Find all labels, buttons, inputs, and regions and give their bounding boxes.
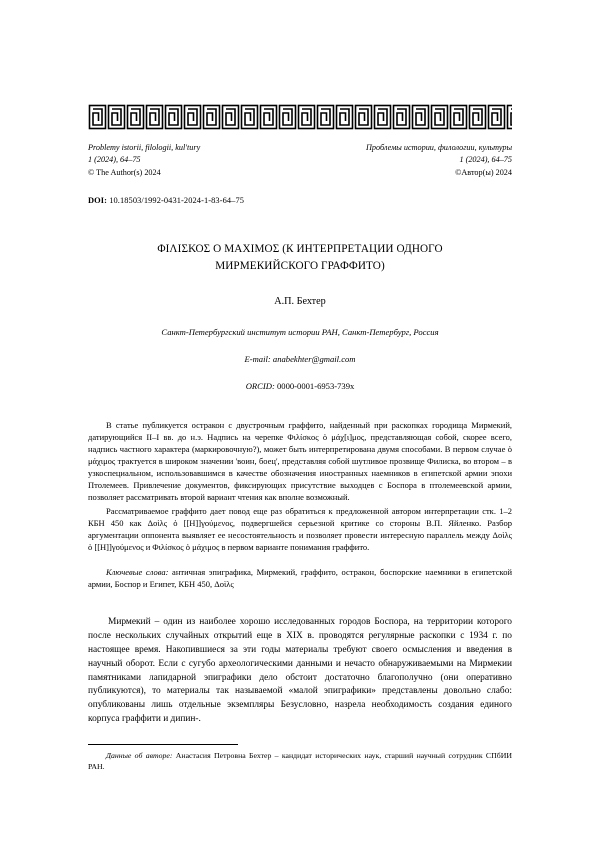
email-value[interactable]: anabekhter@gmail.com [272, 353, 356, 364]
footnote-rule [88, 744, 238, 745]
article-title-line2: МИРМЕКИЙСКОГО ГРАФФИТО) [215, 260, 385, 273]
body-paragraph-1: Мирмекий – один из наиболее хорошо исследованных городов Боспора, на территории которого после нескольких случайных открытий еще в XIX в. проводятся регулярные раскопки с 1934 г. по настоящее время. Накопившиеся за эти годы материалы требуют своего осмысления и введения в научный оборот. Если с сугубо археологическими данными и нечасто обнаруживаемыми на Мирмекии памятниками лапидарной эпиграфики дело обстоит достаточно благополучно (они оперативно публикуются), то материалы так называемой «малой эпиграфики» представлены довольно слабо: опубликованы лишь отдельные экземпляры Безусловно, назрела необходимость создания единого корпуса граффити и дипин-. [88, 617, 512, 725]
author-note [88, 750, 512, 772]
journal-header-right [366, 142, 512, 179]
journal-title-ru: Проблемы истории, филологии, культуры [365, 143, 512, 152]
copyright-right: ©Автор(ы) 2024 [455, 167, 512, 177]
orcid-value[interactable]: 0000-0001-6953-739x [276, 380, 355, 391]
footnote-area [88, 744, 512, 772]
journal-issue-right: 1 (2024), 64–75 [459, 155, 512, 165]
keywords-label: Ключевые слова: [106, 567, 169, 578]
doi-line [88, 196, 512, 205]
abstract-paragraph-2: Рассматриваемое граффито дает повод еще раз обратиться к предложенной автором интерпретации стк. 1–2 КБН 450 как Δοὶλς ὁ [[Η]]γούμενος, подвергшейся серьезной критике со стороны В.П. Яйленко. Разбор аргументации оппонента выявляет ее несостоятельность и позволяет провести интересную параллель между Δοὶλς ὁ [[Η]]γούμενος и Φιλίσκος ὁ μάχιμος в первом варианте понимания граффито. [88, 506, 512, 553]
email-label: E-mail: [244, 353, 271, 364]
journal-header-left [88, 142, 200, 179]
article-body [88, 616, 512, 727]
author-orcid-line [88, 381, 512, 391]
article-title-line1: ΦΙΛΙΣΚΟΣ Ο ΜΑΧΙΜΟΣ (К ИНТЕРПРЕТАЦИИ ОДНОГО [157, 242, 443, 255]
article-author: А.П. Бехтер [274, 295, 326, 307]
article-content [88, 104, 512, 727]
author-affiliation: Санкт-Петербургский институт истории РАН, Санкт-Петербург, Россия [161, 326, 439, 337]
doi-value[interactable]: 10.18503/1992-0431-2024-1-83-64–75 [109, 195, 245, 205]
author-note-text: Анастасия Петровна Бехтер – кандидат исторических наук, старший научный сотрудник СПбИИ РАН. [88, 751, 512, 772]
keywords-section [88, 566, 512, 590]
abstract-paragraph-1: В статье публикуется остракон с двустрочным граффито, найденный при раскопках городища Мирмекий, датирующийся II–I вв. до н.э. Надпись на черепке Φιλίσκος ὁ μάχ[ι]μος, представляющая собой, скорее всего, надпись частного характера (маркировочную?), может быть интерпретирована двумя способами. В первом случае ὁ μάχιμος трактуется в широком значении 'воин, боец', представляя собой шутливое прозвище Филиска, во втором – в узкоспециальном, использовавшимся в качестве обозначения иностранных наемников в египетской армии эпохи Птолемеев. Привлечение документов, фиксирующих присутствие выходцев с Боспора в птолемеевской армии, позволяет рассматривать второй вариант чтения как вполне возможный. [88, 419, 512, 502]
doi-label: DOI: [88, 195, 108, 205]
meander-ornament-band [88, 104, 512, 130]
keywords-list: античная эпиграфика, Мирмекий, граффито, остракон, боспорские наемники в египетской армии, Боспор и Египет, КБН 450, Δοὶλς [88, 567, 512, 590]
journal-header [88, 140, 512, 179]
journal-title-translit: Problemy istorii, filologii, kul'tury [88, 143, 201, 152]
copyright-left: © The Author(s) 2024 [88, 167, 161, 177]
orcid-label: ORCID: [245, 380, 275, 391]
journal-issue-left: 1 (2024), 64–75 [88, 155, 141, 165]
abstract-section [88, 419, 512, 554]
author-note-label: Данные об авторе: [106, 751, 173, 760]
article-title [88, 241, 512, 276]
author-email-line [88, 354, 512, 364]
